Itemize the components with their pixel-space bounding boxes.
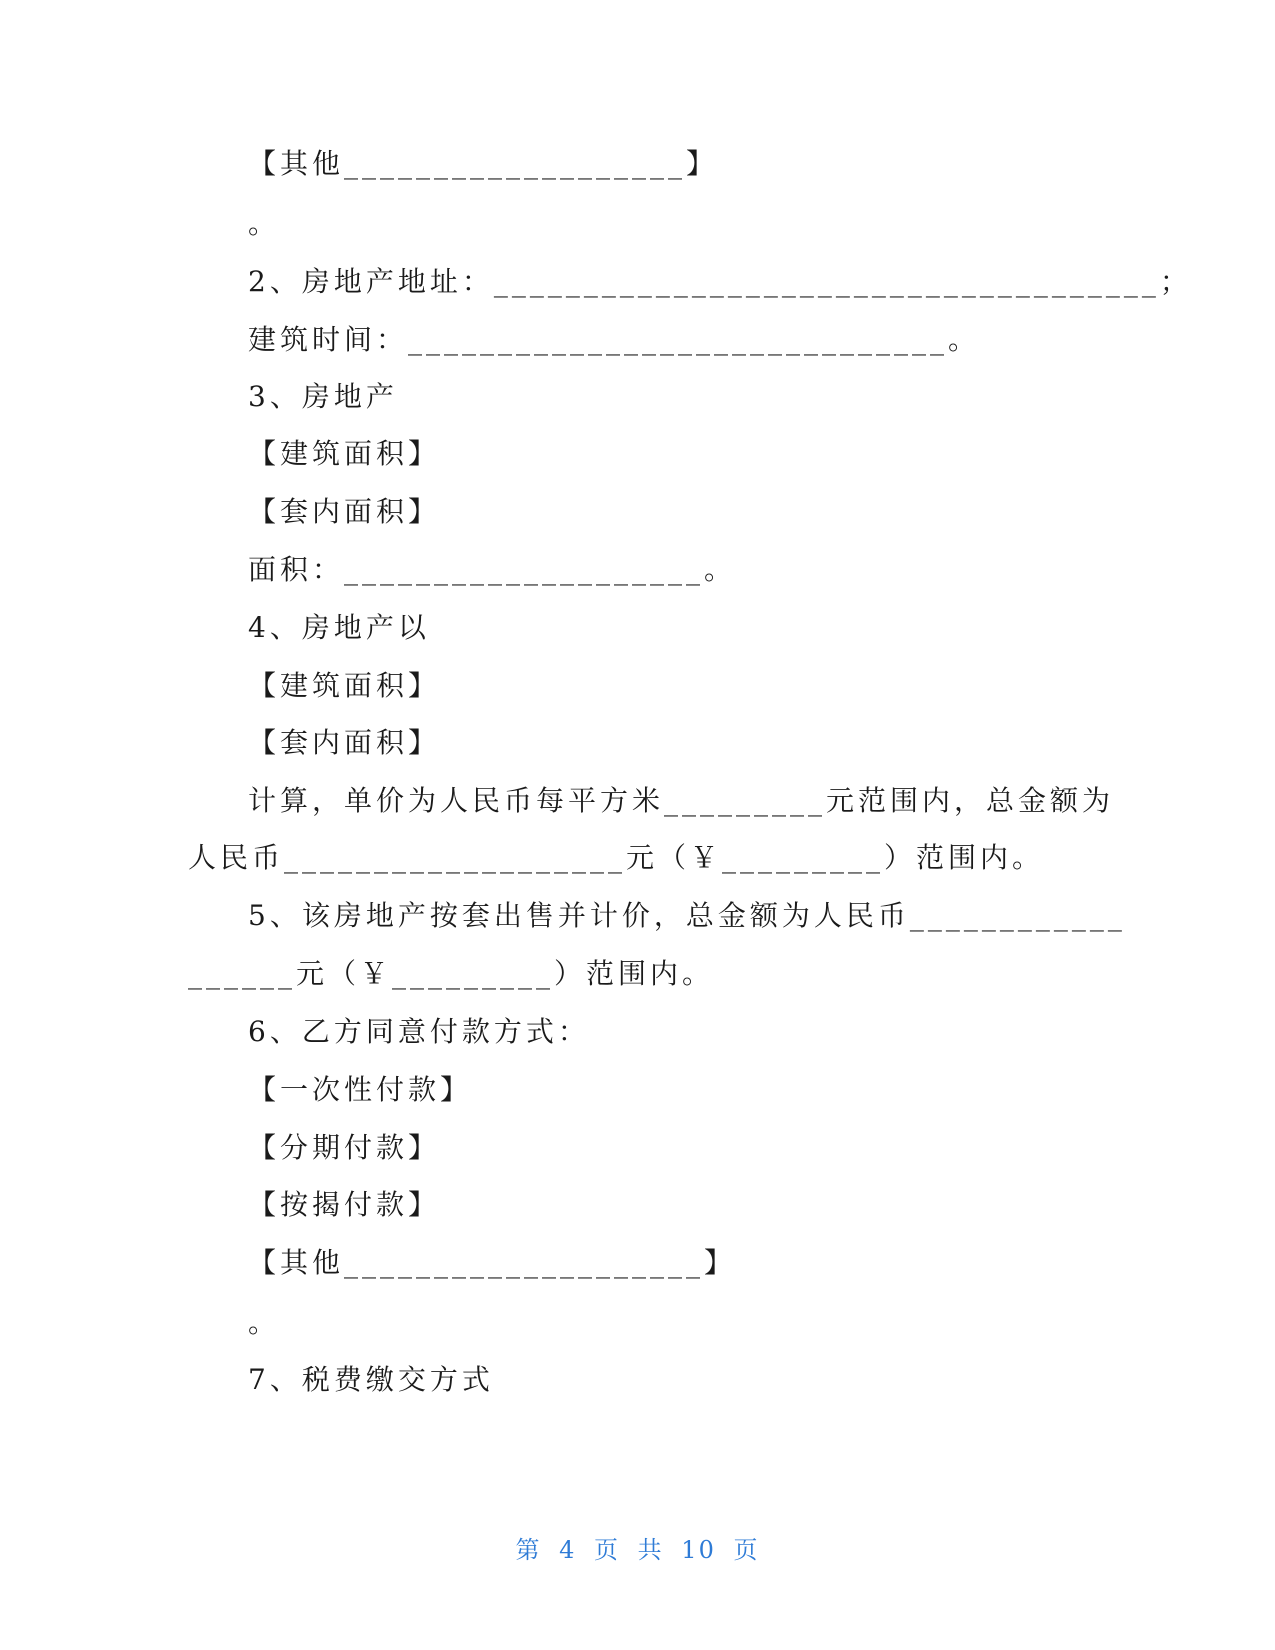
text-line: 【建筑面积】 <box>248 669 441 702</box>
text-line: 【其他____________________】 <box>248 1246 737 1279</box>
text-line: 建筑时间：______________________________。 <box>248 323 981 356</box>
text-line: 人民币___________________元（￥_________）范围内。 <box>188 841 1045 874</box>
text-line: 【一次性付款】 <box>248 1073 473 1106</box>
text-line: 6、乙方同意付款方式： <box>248 1015 590 1048</box>
text-line: 面积：____________________。 <box>248 553 737 586</box>
text-line: 。 <box>248 207 281 240</box>
text-line: 【按揭付款】 <box>248 1188 441 1221</box>
page-number-footer: 第 4 页 共 10 页 <box>515 1536 760 1564</box>
text-line: 【建筑面积】 <box>248 437 441 470</box>
text-line: 【其他___________________】 <box>248 147 719 180</box>
text-line: 4、房地产以 <box>248 611 430 644</box>
text-line: 计算，单价为人民币每平方米_________元范围内，总金额为 <box>248 784 1115 817</box>
text-line: 5、该房地产按套出售并计价，总金额为人民币____________ <box>248 899 1126 932</box>
text-line: 【套内面积】 <box>248 726 441 759</box>
text-line: 【套内面积】 <box>248 495 441 528</box>
text-line: 3、房地产 <box>248 380 398 413</box>
text-line: 。 <box>248 1306 281 1339</box>
text-line: 7、税费缴交方式 <box>248 1363 494 1396</box>
text-line: 2、房地产地址：_____________________________________； <box>248 265 1192 298</box>
text-line: 【分期付款】 <box>248 1131 441 1164</box>
text-line: ______元（￥_________）范围内。 <box>188 957 715 990</box>
